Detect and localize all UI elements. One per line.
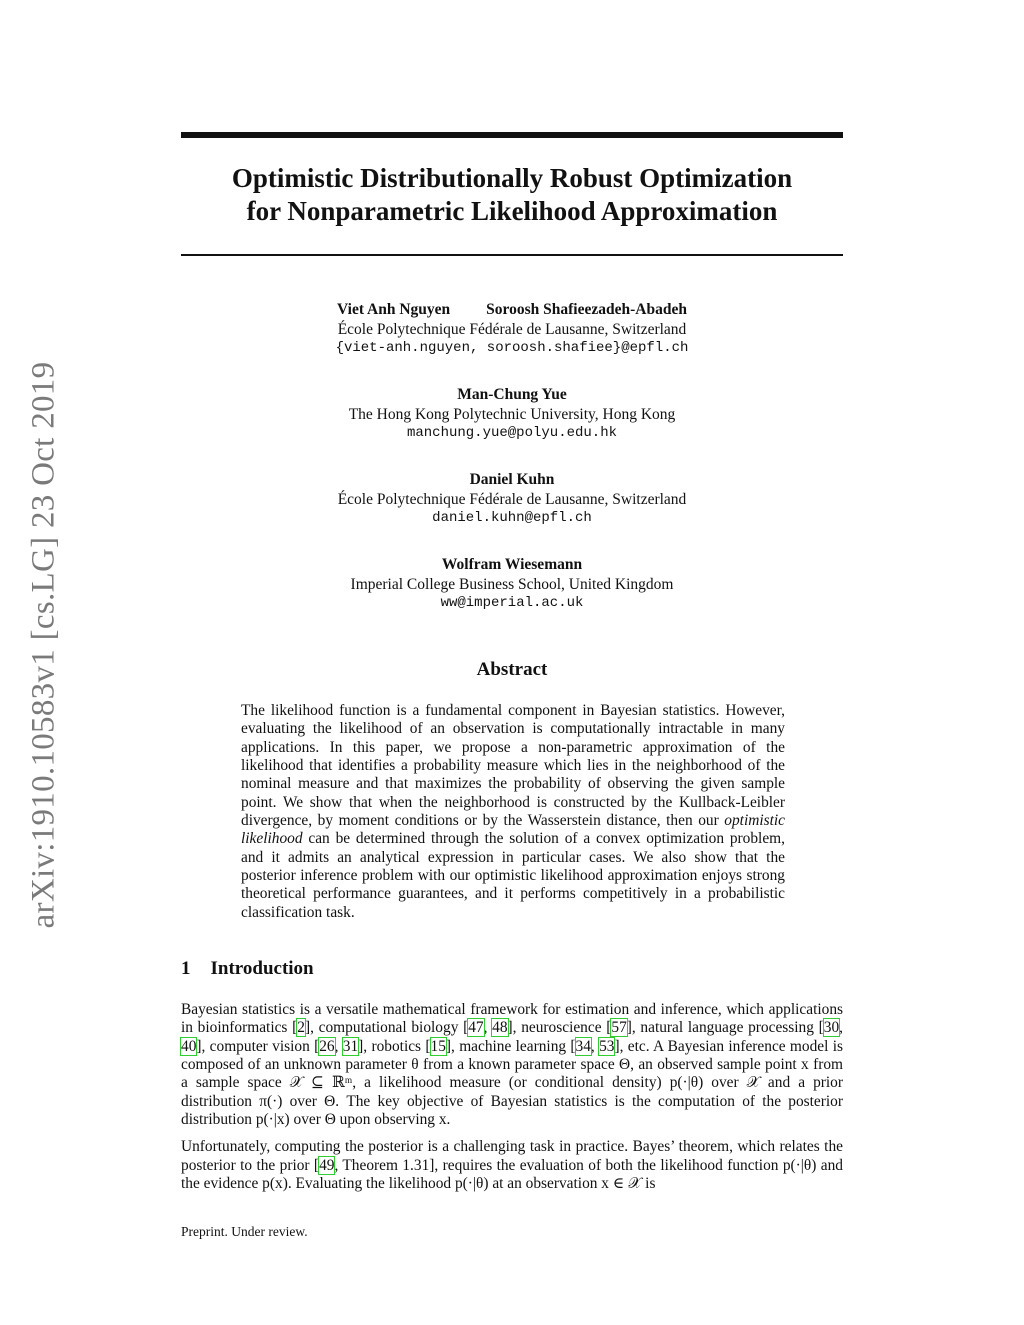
text: ], robotics [: [358, 1037, 431, 1055]
author-list: [181, 300, 843, 640]
text: ], computer vision [: [196, 1037, 320, 1055]
title-top-rule: [181, 132, 843, 138]
arxiv-identifier: arXiv:1910.10583v1 [cs.LG] 23 Oct 2019: [25, 361, 62, 929]
abstract-text-part: can be determined through the solution of a convex optimization problem, and it admits an analytical expression in particular cases. We also show that the posterior inference problem with our optimistic likelihood approximation enjoys strong theoretical performance guarantees, and it performs competitively in a probabilistic classification task.: [241, 830, 785, 921]
text: ], computational biology [: [304, 1019, 469, 1037]
author-block: [181, 300, 843, 385]
citation-link[interactable]: 49: [319, 1156, 335, 1174]
text: ], etc. A Bayesian inference model is composed of an unknown parameter θ from a known parameter space Θ, an observed sample point x from a sample space 𝒳 ⊆ ℝᵐ, a likelihood measure (or conditional density) p(·|θ) over 𝒳 and a prior distribution π(·) over Θ. The key objective of Bayesian statistics is the computation of the posterior distribution p(·|x) over Θ upon observing x.: [181, 1037, 843, 1129]
section-title: Introduction: [210, 958, 314, 979]
text: ,: [483, 1019, 493, 1037]
author-affiliation: École Polytechnique Fédérale de Lausanne, Switzerland: [337, 491, 687, 508]
author-name: Viet Anh Nguyen: [337, 301, 451, 318]
citation-link[interactable]: 26: [319, 1037, 335, 1055]
author-name: Man-Chung Yue: [457, 386, 567, 403]
paper-title: [181, 162, 843, 228]
author-email: daniel.kuhn@epfl.ch: [432, 510, 592, 526]
author-affiliation: École Polytechnique Fédérale de Lausanne, Switzerland: [337, 321, 687, 338]
author-block: [181, 385, 843, 470]
author-names: [181, 555, 843, 575]
citation-link[interactable]: 15: [430, 1037, 446, 1055]
text: ,: [334, 1037, 343, 1055]
text: ], neuroscience [: [507, 1019, 612, 1037]
citation-link[interactable]: 47: [468, 1019, 484, 1037]
author-name: Daniel Kuhn: [469, 471, 555, 488]
citation-link[interactable]: 53: [599, 1037, 615, 1055]
abstract-text-part: The likelihood function is a fundamental component in Bayesian statistics. However, evaluating the likelihood of an observation is computationally intractable in many applications. In this paper, we propose a non-parametric approximation of the likelihood that identifies a probability measure which lies in the neighborhood of the nominal measure and that maximizes the probability of observing the given sample point. We show that when the neighborhood is constructed by the Kullback-Leibler divergence, by moment conditions or by the Wasserstein distance, then our: [241, 702, 785, 830]
author-email: ww@imperial.ac.uk: [440, 595, 584, 611]
section-number: 1: [181, 958, 191, 979]
author-affiliation: The Hong Kong Polytechnic University, Hong Kong: [348, 406, 676, 423]
paragraph: [181, 1001, 843, 1129]
text: ], machine learning [: [445, 1037, 576, 1055]
text: ], natural language processing [: [626, 1019, 824, 1037]
citation-link[interactable]: 31: [342, 1037, 359, 1055]
text: ,: [839, 1019, 843, 1037]
author-names: [181, 300, 843, 320]
text: Bayesian statistics is a versatile mathematical framework for estimation and inference, which applications in bioinformatics [: [181, 1001, 843, 1037]
citation-link[interactable]: 2: [297, 1019, 305, 1037]
text: ,: [590, 1037, 600, 1055]
author-name: Soroosh Shafieezadeh-Abadeh: [486, 301, 687, 318]
citation-link[interactable]: 48: [492, 1019, 508, 1037]
author-affiliation: Imperial College Business School, United Kingdom: [350, 576, 674, 593]
author-names: [181, 470, 843, 490]
author-name: Wolfram Wiesemann: [441, 556, 583, 573]
text: Unfortunately, computing the posterior is a challenging task in practice. Bayes’ theorem, which relates the posterior to the prior [: [181, 1138, 843, 1174]
abstract-text: [241, 702, 785, 922]
title-line-1: Optimistic Distributionally Robust Optimization: [231, 163, 793, 193]
citation-link[interactable]: 57: [611, 1019, 627, 1037]
author-names: [181, 385, 843, 405]
abstract-heading: Abstract: [476, 659, 548, 680]
citation-link[interactable]: 30: [823, 1019, 840, 1037]
footer-note: Preprint. Under review.: [181, 1224, 308, 1239]
text: , Theorem 1.31], requires the evaluation of both the likelihood function p(·|θ) and the evidence p(x). Evaluating the likelihood p(·|θ) at an observation x ∈ 𝒳 is: [181, 1156, 843, 1193]
section-heading: [181, 958, 314, 980]
author-block: [181, 470, 843, 555]
introduction-body: [181, 1001, 843, 1202]
paragraph: [181, 1138, 843, 1193]
author-block: [181, 555, 843, 640]
title-bottom-rule: [181, 254, 843, 256]
title-line-2: for Nonparametric Likelihood Approximation: [246, 196, 778, 226]
author-email: manchung.yue@polyu.edu.hk: [406, 425, 618, 441]
citation-link[interactable]: 40: [181, 1037, 197, 1055]
citation-link[interactable]: 34: [575, 1037, 591, 1055]
author-email: {viet-anh.nguyen, soroosh.shafiee}@epfl.ch: [335, 340, 689, 356]
abstract-emphasis: optimistic likelihood: [241, 812, 785, 848]
